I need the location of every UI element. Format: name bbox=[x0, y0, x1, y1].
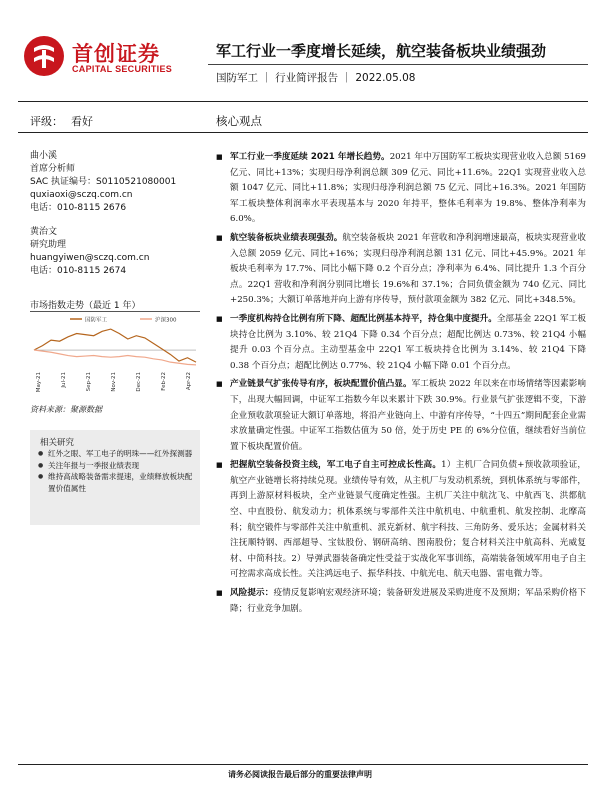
core-view-text: 军工板块 2022 年以来在市场情绪等因素影响下，出现大幅回调，中证军工指数今年以来累计下跌 30.9%。行业景气扩张逻辑不变，下游企业预收款项验证大额订单落地，将沿产业链向上、中游有序传导，“十四五”期间配套企业需求放量确定性强。中证军工指数估值为 50 倍，处于历史 PE 的 6%分位值，继续看好当前位置下板块配置价值。 bbox=[230, 379, 586, 452]
analyst-role: 首席分析师 bbox=[30, 164, 76, 174]
core-view-text: 2021 年中万国防军工板块实现营业收入总额 5169 亿元、同比+13%；实现归母净利润总额 309 亿元、同比+11.6%。22Q1 实现营业收入总额 1047 亿元、同比+11.8%；实现归母净利润总额 75 亿元、同比+16.3%。2021 年国防军工板块整体利润率水平表现基本与 2020 年持平，整体毛利率为 19.8%、整体净利率为 6.0%。 bbox=[230, 152, 586, 225]
analyst-name: 黄治文 bbox=[30, 227, 58, 237]
core-view-item bbox=[216, 231, 586, 309]
core-view-item bbox=[216, 377, 586, 455]
related-research-item[interactable]: ● 维持高战略装备需求提速，业绩释放板块配置价值属性 bbox=[38, 471, 196, 494]
related-research-item[interactable]: ● 红外之眼、军工电子的明珠——红外探测器 bbox=[38, 448, 196, 460]
x-tick-label: Sep-21 bbox=[86, 372, 92, 392]
x-tick-label: May-21 bbox=[36, 372, 42, 393]
related-research-item[interactable]: ● 关注年报与一季报业绩表现 bbox=[38, 460, 196, 472]
analyst-phone: 电话：010-8115 2676 bbox=[30, 203, 127, 213]
related-research-title: 相关研究 bbox=[40, 438, 75, 448]
section-divider bbox=[18, 132, 588, 133]
header-divider bbox=[18, 101, 588, 102]
core-view-text: 疫情反复影响宏观经济环境；装备研发进展及采购进度不及预期；军品采购价格下降；行业竞争加剧。 bbox=[230, 588, 586, 614]
core-view-heading: 把握航空装备投资主线，军工电子自主可控成长性高。 bbox=[230, 460, 442, 471]
legend-label: 国防军工 bbox=[85, 317, 108, 324]
core-view-heading: 风险提示： bbox=[230, 588, 274, 599]
analyst-role: 研究助理 bbox=[30, 240, 67, 250]
analyst-block-1 bbox=[30, 150, 176, 215]
x-tick-label: Nov-21 bbox=[111, 372, 117, 392]
core-view-heading: 产业链景气扩张传导有序，板块配置价值凸显。 bbox=[230, 379, 412, 390]
core-view-item bbox=[216, 586, 586, 617]
analyst-phone: 电话：010-8115 2674 bbox=[30, 266, 127, 276]
x-tick-label: Jul-21 bbox=[61, 372, 67, 388]
section-title: 核心观点 bbox=[216, 114, 262, 128]
legend-label: 沪深300 bbox=[155, 317, 177, 324]
rating bbox=[30, 113, 93, 129]
logo-text-en: CAPITAL SECURITIES bbox=[72, 64, 173, 74]
analyst-email: huangyiwen@sczq.com.cn bbox=[30, 253, 150, 263]
analyst-sac: SAC 执证编号：S0110521080001 bbox=[30, 177, 177, 187]
report-title: 军工行业一季度增长延续，航空装备板块业绩强劲 bbox=[216, 42, 547, 60]
rating-label: 评级： bbox=[30, 115, 63, 128]
market-index-chart bbox=[30, 314, 200, 400]
core-view-heading: 一季度机构持仓比例有所下降、超配比例基本持平，持仓集中度提升。 bbox=[230, 313, 497, 324]
legal-disclaimer: 请务必阅读报告最后部分的重要法律声明 bbox=[228, 770, 372, 779]
core-view-item bbox=[216, 458, 586, 583]
title-divider bbox=[208, 64, 588, 65]
core-view-item bbox=[216, 312, 586, 374]
core-views-list bbox=[216, 150, 586, 620]
series-line bbox=[34, 350, 196, 365]
chart-title: 市场指数走势（最近 1 年） bbox=[30, 301, 141, 311]
rating-value: 看好 bbox=[71, 115, 93, 128]
related-research-list bbox=[38, 448, 196, 494]
analyst-block-2 bbox=[30, 226, 149, 278]
core-view-text: 全部基金 22Q1 军工板块持仓比例为 3.10%、较 21Q4 下降 0.34 个百分点；超配比例达 0.73%、较 21Q4 小幅提升 0.03 个百分点。主动型基金中 22Q1 军工板块持仓比例为 3.14%、较 21Q4 下降 0.38 个百分点；超配比例达 0.77%、较 21Q4 小幅下降 0.01 个百分点。 bbox=[230, 313, 586, 371]
chart-source: 资料来源：聚源数据 bbox=[30, 405, 102, 414]
core-view-item bbox=[216, 150, 586, 228]
report-subtitle: 国防军工 ｜ 行业简评报告 ｜ 2022.05.08 bbox=[216, 72, 416, 84]
related-research-box bbox=[30, 430, 200, 525]
core-view-heading: 航空装备板块业绩表现强劲。 bbox=[230, 232, 343, 243]
logo-text-cn: 首创证券 bbox=[72, 42, 160, 66]
footer-divider bbox=[18, 764, 588, 765]
analyst-name: 曲小溪 bbox=[30, 151, 58, 161]
x-tick-label: Dec-21 bbox=[136, 372, 142, 392]
chart-title-divider bbox=[30, 311, 200, 312]
x-tick-label: Feb-22 bbox=[161, 372, 167, 391]
analyst-email: quxiaoxi@sczq.com.cn bbox=[30, 190, 133, 200]
x-tick-label: Apr-22 bbox=[186, 372, 192, 391]
core-view-text: 1）主机厂合同负债+预收款项验证，航空产业链增长将持续兑现。业绩传导有效，从主机厂与发动机系统，到机体系统与零部件，再到上游原材料板块，全产业链景气度确定性强。主机厂关注中航沈飞、中航西飞、洪都航空、中直股份、航发动力；机体系统与零部件关注中航机电、中航重机、航发控制、北摩高科；航空锻件与零部件关注中航重机、派克新材、航宇科技、三角防务、爱乐达；金属材料关注抚顺特钢、西部超导、宝钛股份、钢研高纳、图南股份；复合材料关注中航高科、光威复材、中简科技。2）导弹武器装备确定性受益于实战化军事训练，高端装备领域军用电子自主可控需求高成长性。关注鸿远电子、振华科技、中航光电、航天电器、雷电微力等。 bbox=[230, 460, 586, 580]
core-view-heading: 军工行业一季度延续 2021 年增长趋势。 bbox=[230, 152, 390, 162]
core-view-text: 航空装备板块 2021 年营收和净利润增速最高，板块实现营业收入总额 2059 亿元、同比+16%；实现归母净利润总额 131 亿元、同比+45.9%。2021 年板块毛利率为 17.7%、同比小幅下降 0.2 个百分点；净利率为 6.4%、同比提升 1.3 个百分点。22Q1 营收和净利润分别同比增长 19.6%和 37.1%；合同负债金额为 740 亿元、同比+250.3%；大额订单落地并向上游有序传导，预付款项金额为 382 亿元、同比+348.5%。 bbox=[230, 232, 586, 306]
company-logo-icon bbox=[22, 34, 66, 78]
